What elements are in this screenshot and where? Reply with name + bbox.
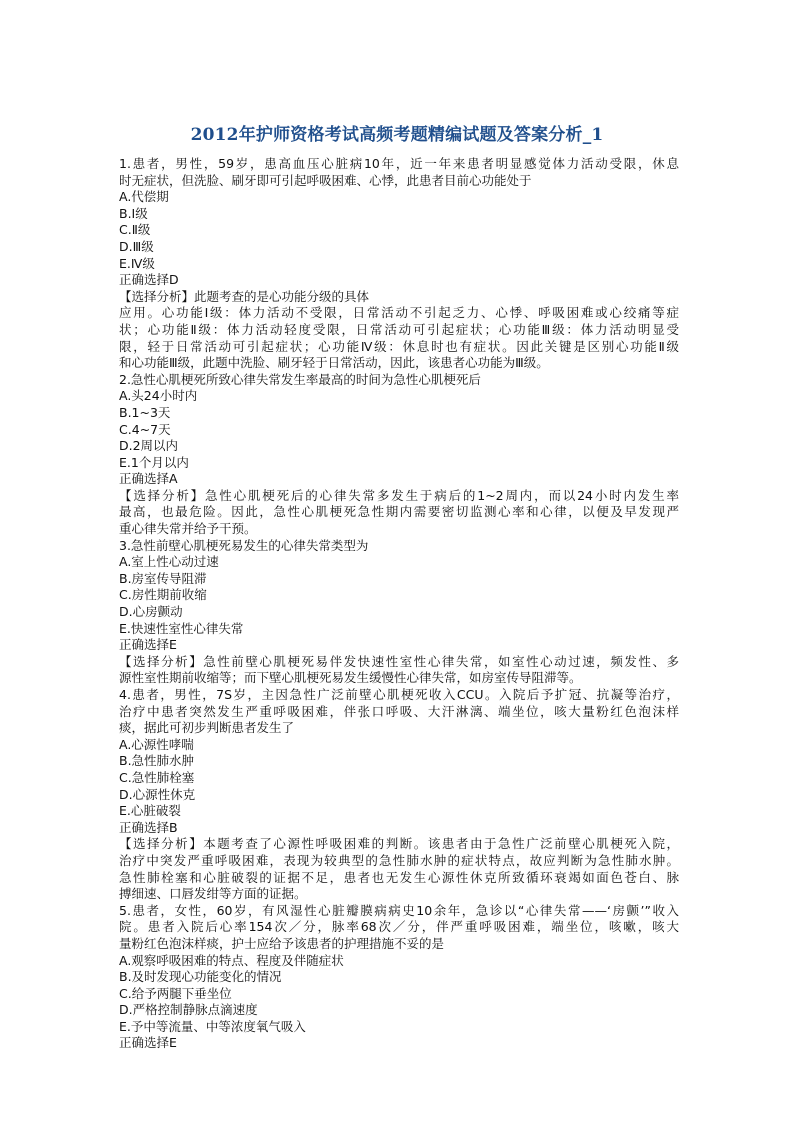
text-line: 1.患者，男性，59岁，患高血压心脏病10年，近一年来患者明显感觉体力活动受限，休息 xyxy=(119,156,679,171)
text-line: B.急性肺水肿 xyxy=(119,753,195,769)
text-line: 5.患者，女性，60岁，有风湿性心脏瓣膜病病史10余年，急诊以“心律失常——‘房颤’”收入 xyxy=(119,902,679,918)
text-line: 源性室性期前收缩等；而下壁心肌梗死易发生缓慢性心律失常，如房室传导阻滞等。 xyxy=(119,670,582,686)
text-line: E.予中等流量、中等浓度氧气吸入 xyxy=(119,1018,306,1034)
text-line: 最高，也最危险。因此，急性心肌梗死急性期内需要密切监测心率和心律，以便及早发现严 xyxy=(119,504,679,520)
text-line: B.Ⅰ级 xyxy=(119,205,148,221)
text-line: A.代偿期 xyxy=(119,189,169,205)
text-line: 3.急性前壁心肌梗死易发生的心律失常类型为 xyxy=(119,537,369,553)
text-line: 时无症状，但洗脸、刷牙即可引起呼吸困难、心悸，此患者目前心功能处于 xyxy=(119,172,532,188)
text-line: 2.急性心肌梗死所致心律失常发生率最高的时间为急性心肌梗死后 xyxy=(119,371,481,387)
text-line: E.快速性室性心律失常 xyxy=(119,620,244,636)
text-line: 限，轻于日常活动可引起症状；心功能Ⅳ级：休息时也有症状。因此关键是区别心功能Ⅱ级 xyxy=(119,338,679,354)
text-line: 急性肺栓塞和心脏破裂的证据不足，患者也无发生心源性休克所致循环衰竭如面色苍白、脉 xyxy=(119,869,679,885)
text-line: 痰，据此可初步判断患者发生了 xyxy=(119,720,295,736)
text-line: D.Ⅲ级 xyxy=(119,238,154,254)
text-line: 治疗中患者突然发生严重呼吸困难，伴张口呼吸、大汗淋漓、端坐位，咳大量粉红色泡沫样 xyxy=(119,703,679,719)
text-line: 【选择分析】本题考查了心源性呼吸困难的判断。该患者由于急性广泛前壁心肌梗死入院， xyxy=(119,836,679,852)
text-line: D.2周以内 xyxy=(119,438,179,454)
text-line: 正确选择E xyxy=(119,637,177,653)
text-line: C.急性肺栓塞 xyxy=(119,769,195,785)
text-line: E.1个月以内 xyxy=(119,454,189,470)
text-line: 4.患者，男性，7S岁，主因急性广泛前壁心肌梗死收入CCU。入院后予扩冠、抗凝等治疗， xyxy=(119,687,679,702)
text-line: C.给予两腿下垂坐位 xyxy=(119,985,232,1001)
text-line: C.Ⅱ级 xyxy=(119,222,151,238)
text-line: 状；心功能Ⅱ级：体力活动轻度受限，日常活动可引起症状；心功能Ⅲ级：体力活动明显受 xyxy=(119,321,679,337)
text-line: 应用。心功能Ⅰ级：体力活动不受限，日常活动不引起乏力、心悸、呼吸困难或心绞痛等症 xyxy=(119,305,679,321)
text-line: 量粉红色泡沫样痰，护士应给予该患者的护理措施不妥的是 xyxy=(119,935,445,951)
text-line: D.心源性休克 xyxy=(119,786,196,802)
text-line: 院。患者入院后心率154次／分，脉率68次／分，伴严重呼吸困难，端坐位，咳嗽，咳大 xyxy=(119,919,679,935)
text-line: 和心功能Ⅲ级，此题中洗脸、刷牙轻于日常活动，因此，该患者心功能为Ⅲ级。 xyxy=(119,355,549,371)
text-line: C.房性期前收缩 xyxy=(119,587,207,603)
text-line: A.室上性心动过速 xyxy=(119,554,219,570)
text-line: A.头24小时内 xyxy=(119,388,198,404)
text-line: A.心源性哮喘 xyxy=(119,736,194,752)
text-line: D.心房颤动 xyxy=(119,604,183,620)
document-body xyxy=(119,156,679,1052)
text-line: 重心律失常并给予干预。 xyxy=(119,521,257,537)
text-line: 【选择分析】急性心肌梗死后的心律失常多发生于病后的1~2周内，而以24小时内发生率 xyxy=(119,487,679,503)
text-line: A.观察呼吸困难的特点、程度及伴随症状 xyxy=(119,952,344,968)
text-line: 【选择分析】急性前壁心肌梗死易伴发快速性室性心律失常，如室性心动过速，频发性、多 xyxy=(119,653,679,669)
text-line: D.严格控制静脉点滴速度 xyxy=(119,1002,258,1018)
text-line: 治疗中突发严重呼吸困难，表现为较典型的急性肺水肿的症状特点，故应判断为急性肺水肿。 xyxy=(119,852,679,868)
text-line: B.房室传导阻滞 xyxy=(119,570,207,586)
text-line: 正确选择B xyxy=(119,819,178,835)
text-line: 搏细速、口唇发绀等方面的证据。 xyxy=(119,886,307,902)
text-line: B.及时发现心功能变化的情况 xyxy=(119,969,282,985)
text-line: 正确选择E xyxy=(119,1035,177,1051)
text-line: 正确选择D xyxy=(119,272,179,288)
text-line: 正确选择A xyxy=(119,471,178,487)
document-title: 2012年护师资格考试高频考题精编试题及答案分析_1 xyxy=(190,125,604,145)
text-line: 【选择分析】此题考查的是心功能分级的具体 xyxy=(119,288,370,304)
text-line: E.Ⅳ级 xyxy=(119,255,155,271)
text-line: E.心脏破裂 xyxy=(119,803,181,819)
text-line: B.1~3天 xyxy=(119,404,171,420)
text-line: C.4~7天 xyxy=(119,421,171,437)
